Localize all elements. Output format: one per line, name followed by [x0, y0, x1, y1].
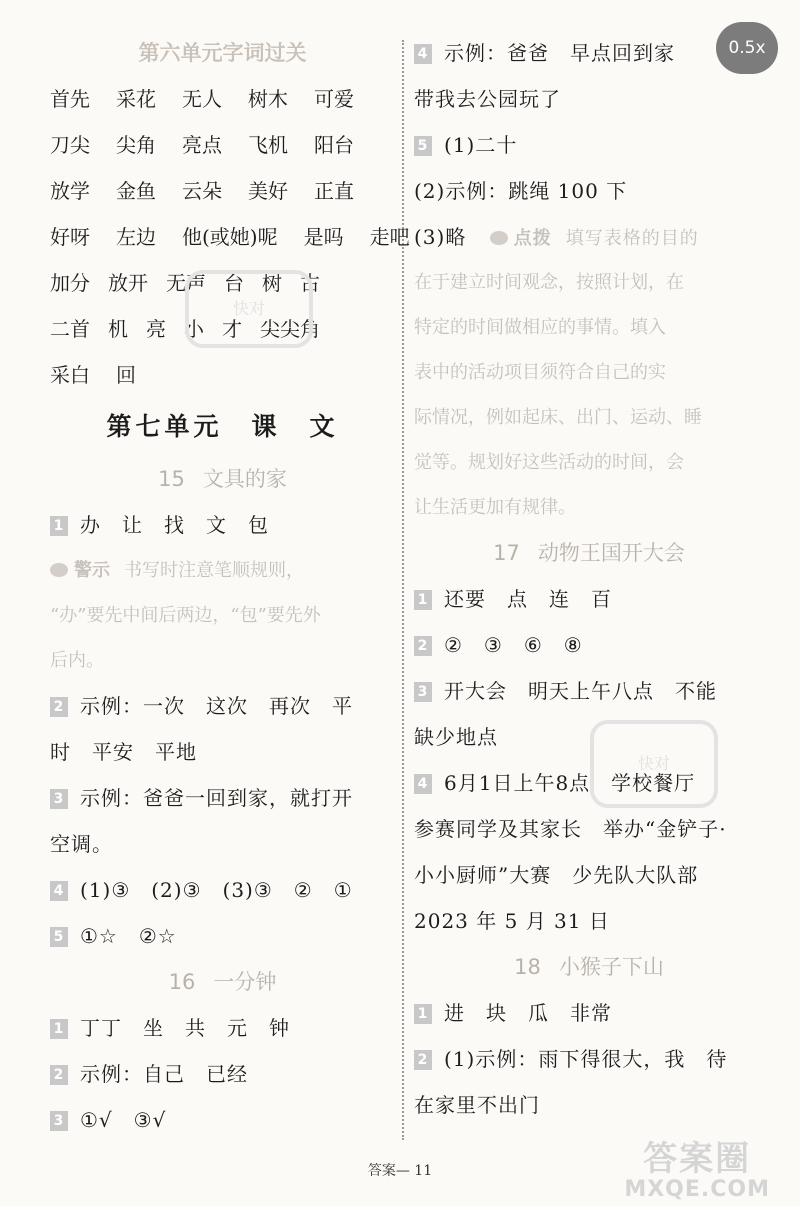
r-q5-3: (3)略 点拨 填写表格的目的	[414, 225, 699, 249]
l15-q1: 1 办 让 找 文 包	[50, 502, 395, 548]
word-item: 采花	[116, 87, 156, 111]
unit6-title: 第六单元字词过关	[138, 41, 307, 65]
l16-q1: 1 丁丁 坐 共 元 钟	[50, 1005, 395, 1051]
word-item: 才	[222, 317, 242, 341]
badge-1: 1	[50, 516, 68, 536]
unit6-word-list	[50, 76, 410, 398]
word-item: 古	[300, 271, 320, 295]
warning-icon	[50, 563, 68, 577]
hint-icon	[490, 231, 508, 245]
r-q5-2: (2)示例：跳绳 100 下	[414, 179, 628, 203]
word-item: 放开	[108, 271, 148, 295]
word-item: 无人	[182, 87, 222, 111]
word-item: 无声	[166, 271, 206, 295]
lesson-name: 小猴子下山	[558, 955, 664, 979]
l18-q1: 1 进 块 瓜 非常	[414, 990, 764, 1036]
word-item: 树木	[248, 87, 288, 111]
watermark-stamp: 快对	[590, 720, 718, 808]
badge-2: 2	[50, 697, 68, 717]
tip-label: 点拨	[513, 228, 552, 249]
word-item: 飞机	[248, 133, 288, 157]
lesson-number: 15	[158, 467, 185, 491]
l17-q4-cont1: 参赛同学及其家长 举办“金铲子·	[414, 817, 727, 841]
badge-5: 5	[414, 136, 432, 156]
watermark-stamp: 快对	[185, 270, 313, 348]
badge-3: 3	[50, 1111, 68, 1131]
lesson-15-title	[50, 456, 395, 502]
l18-q2-cont: 在家里不出门	[414, 1093, 540, 1117]
right-column	[414, 30, 764, 1128]
word-item: 树	[262, 271, 282, 295]
word-item: 可爱	[314, 87, 354, 111]
word-item: 首先	[50, 87, 90, 111]
word-item: 左边	[116, 225, 156, 249]
l17-q1: 1 还要 点 连 百	[414, 576, 764, 622]
lesson-number: 17	[493, 541, 520, 565]
column-divider	[402, 40, 404, 1140]
r-q4: 4 示例：爸爸 早点回到家	[414, 30, 764, 76]
l15-q3: 3 示例：爸爸一回到家，就打开	[50, 775, 395, 821]
badge-2: 2	[414, 1050, 432, 1070]
badge-4: 4	[414, 44, 432, 64]
word-item: 尖尖角	[260, 317, 320, 341]
lesson-16-title	[50, 959, 395, 1005]
word-item: 走吧	[369, 225, 410, 249]
word-item: 尖角	[116, 133, 156, 157]
page-footer: 答案— 11	[367, 1163, 433, 1179]
word-item: 二首	[50, 317, 90, 341]
word-item: 好呀	[50, 225, 90, 249]
badge-2: 2	[50, 1065, 68, 1085]
badge-1: 1	[50, 1019, 68, 1039]
word-item: 加分	[50, 271, 90, 295]
badge-3: 3	[414, 682, 432, 702]
lesson-number: 16	[168, 970, 196, 994]
site-watermark: 答案圈 MXQE.COM	[624, 1139, 770, 1202]
badge-3: 3	[50, 789, 68, 809]
l17-q3-cont: 缺少地点	[414, 725, 498, 749]
word-item: 亮	[146, 317, 166, 341]
word-item: 小	[184, 317, 204, 341]
l17-q4-cont2: 小小厨师”大赛 少先队大队部	[414, 863, 699, 887]
l15-q2: 2 示例：一次 这次 再次 平	[50, 683, 395, 729]
tip-label: 警示	[74, 560, 110, 581]
badge-5: 5	[50, 927, 68, 947]
word-item: 金鱼	[116, 179, 156, 203]
word-item: 刀尖	[50, 133, 90, 157]
badge-4: 4	[50, 881, 68, 901]
word-item: 放学	[50, 179, 90, 203]
word-item: 正直	[314, 179, 354, 203]
l16-q2: 2 示例：自己 已经	[50, 1051, 395, 1097]
lesson-name: 文具的家	[202, 467, 287, 491]
badge-1: 1	[414, 590, 432, 610]
r-tip-body: 在于建立时间观念，按照计划，在 特定的时间做相应的事情。填入 表中的活动项目须符合自己的实 际情况，例如起床、出门、运动、睡 觉等。规划好这些活动的时间，会 让生活更加有规律。	[414, 272, 702, 518]
word-item: 他(或她)呢	[182, 225, 278, 249]
r-q5: 5 (1)二十	[414, 122, 764, 168]
playback-speed-button[interactable]: 0.5x	[716, 22, 778, 74]
left-column	[50, 30, 410, 1143]
lesson-number: 18	[514, 955, 541, 979]
l18-q2: 2 (1)示例：雨下得很大，我 待	[414, 1036, 764, 1082]
l17-q4-cont3: 2023 年 5 月 31 日	[414, 909, 610, 933]
word-item: 阳台	[314, 133, 354, 157]
unit7-title: 第七单元 课 文	[106, 412, 339, 441]
word-row	[50, 352, 395, 398]
word-item: 台	[224, 271, 244, 295]
badge-4: 4	[414, 774, 432, 794]
l17-q2: 2 ② ③ ⑥ ⑧	[414, 622, 764, 668]
word-row	[50, 122, 395, 168]
l15-q4: 4 (1)③ (2)③ (3)③ ② ①	[50, 867, 395, 913]
badge-1: 1	[414, 1004, 432, 1024]
word-item: 回	[116, 363, 136, 387]
l17-q3: 3 开大会 明天上午八点 不能	[414, 668, 764, 714]
r-q4-cont: 带我去公园玩了	[414, 87, 561, 111]
l15-tip: 警示 书写时注意笔顺规则， “办”要先中间后两边，“包”要先外 后内。	[50, 560, 321, 671]
l15-q5: 5 ①☆ ②☆	[50, 913, 395, 959]
word-item: 云朵	[182, 179, 222, 203]
word-row	[50, 76, 395, 122]
badge-2: 2	[414, 636, 432, 656]
word-item: 采白	[50, 363, 90, 387]
lesson-name: 一分钟	[213, 970, 277, 994]
lesson-18-title	[414, 944, 764, 990]
word-item: 亮点	[182, 133, 222, 157]
word-item: 机	[108, 317, 128, 341]
lesson-name: 动物王国开大会	[537, 541, 685, 565]
word-item: 是吗	[303, 225, 344, 249]
word-row	[50, 168, 395, 214]
word-row	[50, 214, 410, 260]
l17-q4: 4 6月1日上午8点 学校餐厅	[414, 760, 764, 806]
word-item: 美好	[248, 179, 288, 203]
l15-q2-cont: 时 平安 平地	[50, 740, 197, 764]
l15-q3-cont: 空调。	[50, 832, 113, 856]
l16-q3: 3 ①√ ③√	[50, 1097, 395, 1143]
lesson-17-title	[414, 530, 764, 576]
